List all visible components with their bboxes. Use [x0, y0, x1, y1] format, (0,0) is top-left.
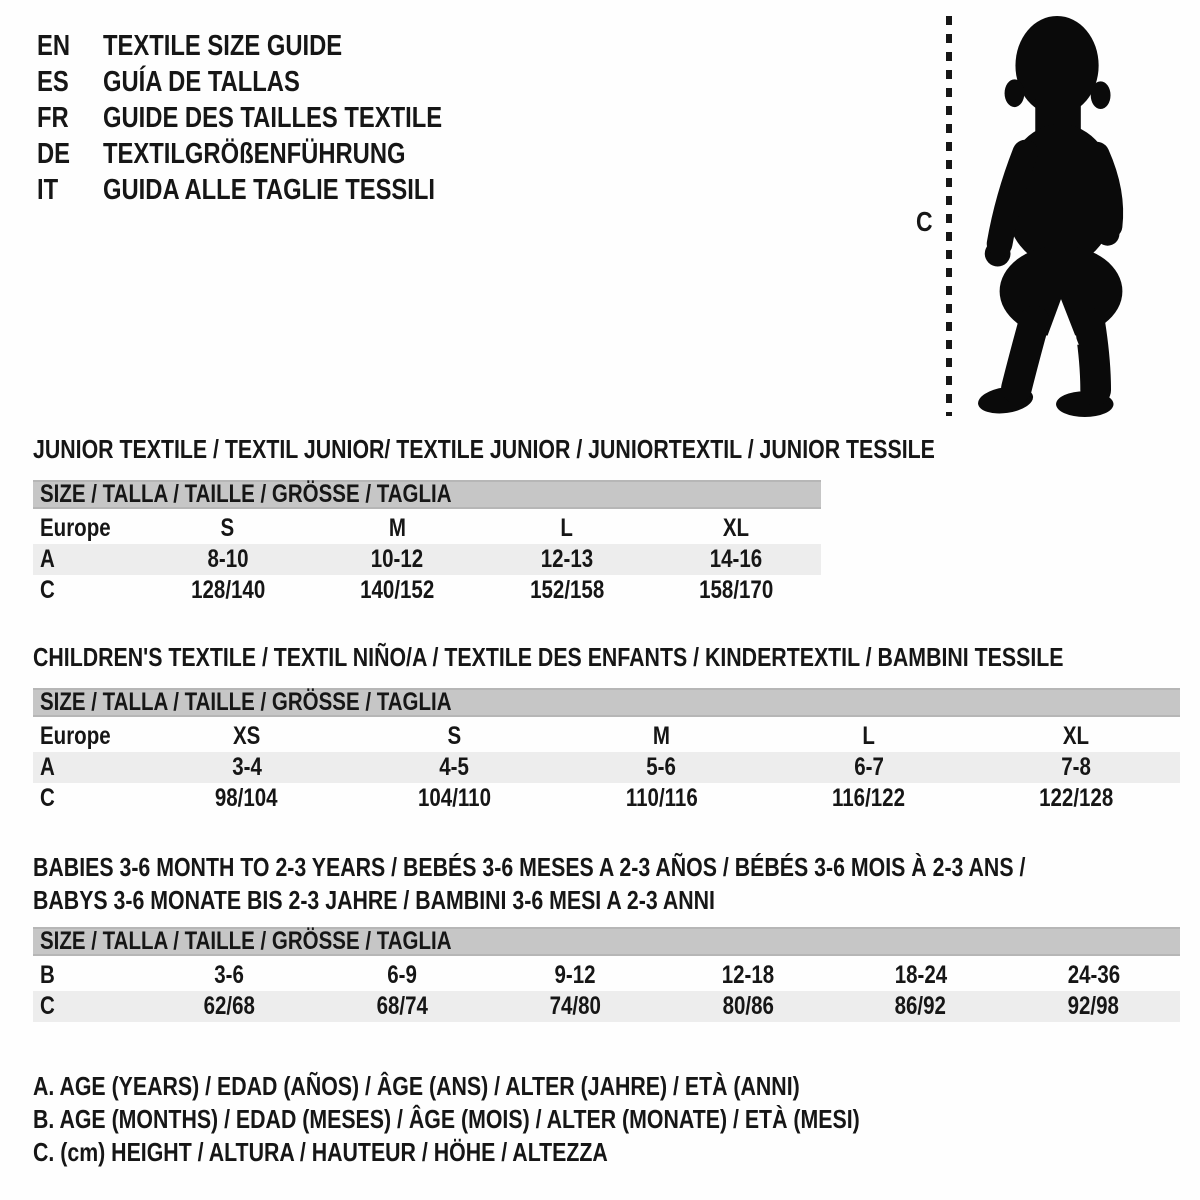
size-cell: 3-6: [214, 961, 245, 989]
size-cell: 98/104: [215, 784, 279, 812]
size-cell: 116/122: [832, 784, 906, 812]
size-table: [33, 480, 821, 606]
table-row: [33, 513, 821, 544]
size-cell: 8-10: [207, 545, 249, 573]
size-cell: 18-24: [894, 961, 947, 989]
size-cell: 104/110: [417, 784, 491, 812]
row-label: C: [40, 784, 55, 812]
row-label: C: [40, 576, 55, 604]
language-label: GUIDE DES TAILLES TEXTILE: [103, 102, 443, 134]
size-cell: XL: [723, 514, 750, 542]
height-measure-label: C: [916, 206, 933, 237]
section-children: [33, 641, 1180, 814]
language-label: TEXTILE SIZE GUIDE: [103, 30, 343, 62]
size-cell: 14-16: [710, 545, 763, 573]
size-table-header: SIZE / TALLA / TAILLE / GRÖSSE / TAGLIA: [33, 927, 1180, 956]
height-dashed-line: [946, 16, 952, 416]
size-table-header: SIZE / TALLA / TAILLE / GRÖSSE / TAGLIA: [33, 688, 1180, 717]
baby-silhouette: [957, 12, 1167, 418]
size-cell: 86/92: [895, 992, 947, 1020]
language-label: GUÍA DE TALLAS: [103, 66, 300, 98]
section-title: CHILDREN'S TEXTILE / TEXTIL NIÑO/A / TEXTILE DES ENFANTS / KINDERTEXTIL / BAMBINI TESSILE: [33, 642, 1064, 672]
size-cell: M: [388, 514, 406, 542]
size-cell: XL: [1063, 722, 1090, 750]
size-cell: 62/68: [203, 992, 256, 1020]
size-cell: 152/158: [529, 576, 604, 604]
size-cell: 80/86: [722, 992, 774, 1020]
legend-line: C. (cm) HEIGHT / ALTURA / HAUTEUR / HÖHE / ALTEZZA: [33, 1137, 608, 1167]
size-cell: 10-12: [371, 545, 424, 573]
language-code: EN: [37, 30, 71, 62]
table-row: [33, 544, 821, 575]
size-cell: S: [447, 722, 461, 750]
size-cell: 12-18: [721, 961, 775, 989]
size-cell: 110/116: [625, 784, 698, 812]
language-code: FR: [37, 102, 69, 134]
section-junior: [33, 433, 935, 606]
row-label: B: [40, 961, 55, 989]
size-cell: 3-4: [231, 753, 262, 781]
size-cell: 5-6: [646, 753, 677, 781]
language-code: DE: [37, 138, 71, 170]
section-title: BABIES 3-6 MONTH TO 2-3 YEARS / BEBÉS 3-6 MESES A 2-3 AÑOS / BÉBÉS 3-6 MOIS À 2-3 ANS /: [33, 852, 1026, 882]
size-cell: 4-5: [439, 753, 469, 781]
section-babies: [33, 851, 1180, 1022]
table-row: [33, 575, 821, 606]
table-row: [33, 783, 1180, 814]
size-table: [33, 927, 1180, 1022]
row-label: Europe: [40, 722, 111, 750]
size-cell: 92/98: [1067, 992, 1120, 1020]
row-label: A: [40, 753, 55, 781]
measure-legend: [33, 1070, 1041, 1169]
row-label: C: [40, 992, 55, 1020]
size-cell: 158/170: [699, 576, 774, 604]
size-cell: 74/80: [549, 992, 601, 1020]
size-table-header: SIZE / TALLA / TAILLE / GRÖSSE / TAGLIA: [33, 480, 821, 509]
size-cell: 12-13: [540, 545, 593, 573]
table-row: [33, 721, 1180, 752]
row-label: A: [40, 545, 55, 573]
table-row: [33, 991, 1180, 1022]
size-cell: L: [560, 514, 574, 542]
size-cell: 24-36: [1067, 961, 1120, 989]
section-title: JUNIOR TEXTILE / TEXTIL JUNIOR/ TEXTILE JUNIOR / JUNIORTEXTIL / JUNIOR TESSILE: [33, 434, 935, 464]
language-code: ES: [37, 66, 69, 98]
size-cell: L: [862, 722, 876, 750]
size-cell: 122/128: [1039, 784, 1114, 812]
legend-line: A. AGE (YEARS) / EDAD (AÑOS) / ÂGE (ANS) / ALTER (JAHRE) / ETÀ (ANNI): [33, 1071, 800, 1101]
size-table: [33, 688, 1180, 814]
section-title: BABYS 3-6 MONATE BIS 2-3 JAHRE / BAMBINI 3-6 MESI A 2-3 ANNI: [33, 885, 715, 915]
size-cell: 68/74: [376, 992, 428, 1020]
size-cell: XS: [233, 722, 261, 750]
language-label: TEXTILGRÖßENFÜHRUNG: [103, 138, 406, 170]
language-label: GUIDA ALLE TAGLIE TESSILI: [103, 174, 436, 206]
language-list: [37, 28, 517, 208]
row-label: Europe: [40, 514, 111, 542]
size-cell: M: [652, 722, 671, 750]
language-code: IT: [37, 174, 59, 206]
size-cell: 9-12: [554, 961, 596, 989]
size-cell: 128/140: [190, 576, 265, 604]
size-cell: S: [220, 514, 235, 542]
size-cell: 6-9: [387, 961, 418, 989]
table-row: [33, 752, 1180, 783]
legend-line: B. AGE (MONTHS) / EDAD (MESES) / ÂGE (MOIS) / ALTER (MONATE) / ETÀ (MESI): [33, 1104, 860, 1134]
size-cell: 7-8: [1061, 753, 1092, 781]
table-row: [33, 960, 1180, 991]
size-cell: 6-7: [854, 753, 884, 781]
size-cell: 140/152: [360, 576, 435, 604]
